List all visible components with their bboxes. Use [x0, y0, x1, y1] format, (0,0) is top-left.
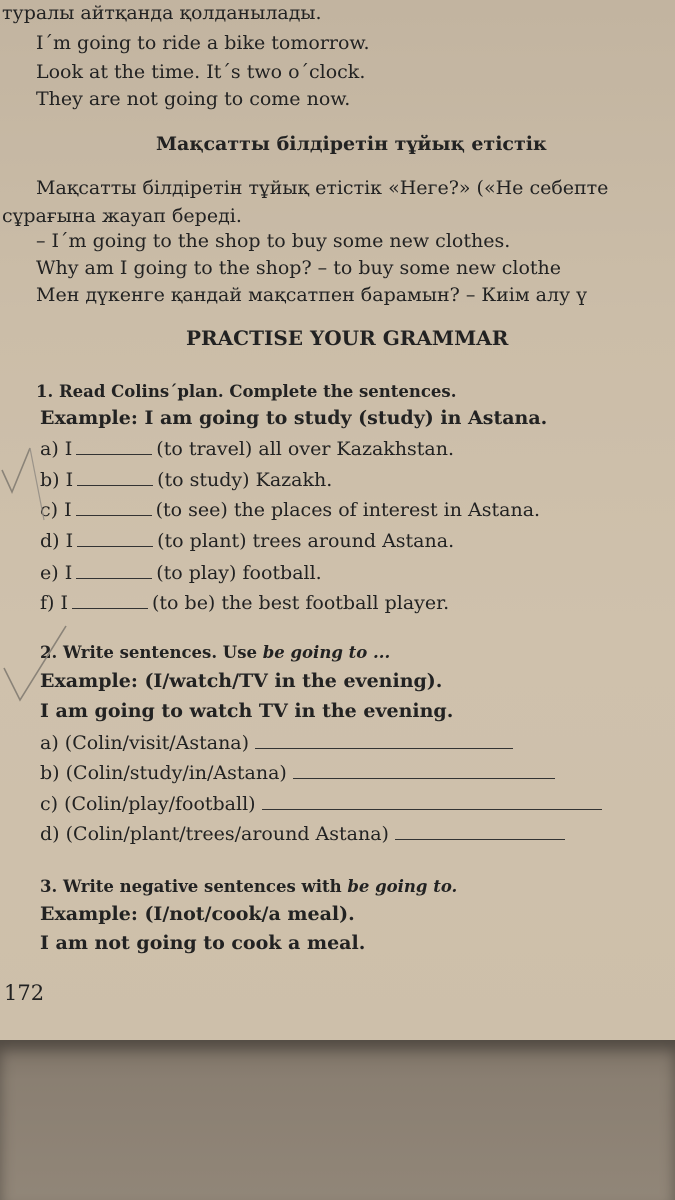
section-heading: Мақсатты білдіретін тұйық етістік	[156, 133, 547, 155]
item-text: (to play) football.	[156, 562, 322, 584]
intro-line: туралы айтқанда қолданылады.	[2, 2, 322, 24]
section-paragraph-line: Мақсатты білдіретін тұйық етістік «Неге?» («Не себепте	[36, 177, 609, 199]
exercise-3-example: Example: (I/not/cook/a meal).	[40, 903, 355, 925]
item-text: d) (Colin/plant/trees/around Astana)	[40, 823, 389, 845]
item-text: (to see) the places of interest in Astana.	[155, 499, 541, 521]
section-example-line: Why am I going to the shop? – to buy some new clothe	[36, 257, 562, 279]
exercise-1-instruction: 1. Read Colins´plan. Complete the sentences.	[36, 382, 457, 401]
page-number: 172	[4, 981, 45, 1005]
item-label: a) I	[40, 438, 73, 460]
section-example-line: Мен дүкенге қандай мақсатпен барамын? – Киім алу ү	[36, 284, 587, 306]
item-text: (to travel) all over Kazakhstan.	[156, 438, 455, 460]
exercise-3-example-answer: I am not going to cook a meal.	[40, 932, 366, 954]
item-text: a) (Colin/visit/Astana)	[40, 732, 250, 754]
instruction-emphasis: be going to ...	[262, 643, 391, 662]
item-text: b) (Colin/study/in/Astana)	[40, 762, 287, 784]
section-paragraph-line: сұрағына жауап береді.	[2, 205, 242, 227]
item-text: (to study) Kazakh.	[157, 469, 333, 491]
item-label: e) I	[40, 562, 73, 584]
item-label: c) I	[40, 499, 72, 521]
item-text: (to plant) trees around Astana.	[157, 530, 455, 552]
item-text: (to be) the best football player.	[152, 592, 450, 614]
pencil-check-icon	[2, 448, 30, 492]
table-surface	[0, 1040, 675, 1200]
pencil-check-icon	[4, 626, 66, 700]
intro-example-1: I´m going to ride a bike tomorrow.	[36, 32, 370, 54]
section-example-line: – I´m going to the shop to buy some new clothes.	[36, 230, 511, 252]
instruction-text: 2. Write sentences. Use	[40, 643, 257, 662]
instruction-text: 3. Write negative sentences with	[40, 877, 342, 896]
pencil-stroke	[30, 448, 44, 520]
item-label: f) I	[40, 592, 68, 614]
exercise-2-example-answer: I am going to watch TV in the evening.	[40, 700, 454, 722]
item-label: b) I	[40, 469, 74, 491]
intro-example-3: They are not going to come now.	[36, 88, 351, 110]
instruction-emphasis: be going to.	[347, 877, 458, 896]
intro-example-2: Look at the time. It´s two o´clock.	[36, 61, 366, 83]
exercise-2-example: Example: (I/watch/TV in the evening).	[40, 670, 443, 692]
item-text: c) (Colin/play/football)	[40, 793, 256, 815]
item-label: d) I	[40, 530, 74, 552]
exercise-1-example: Example: I am going to study (study) in Astana.	[40, 407, 548, 429]
practise-title: PRACTISE YOUR GRAMMAR	[186, 326, 509, 350]
